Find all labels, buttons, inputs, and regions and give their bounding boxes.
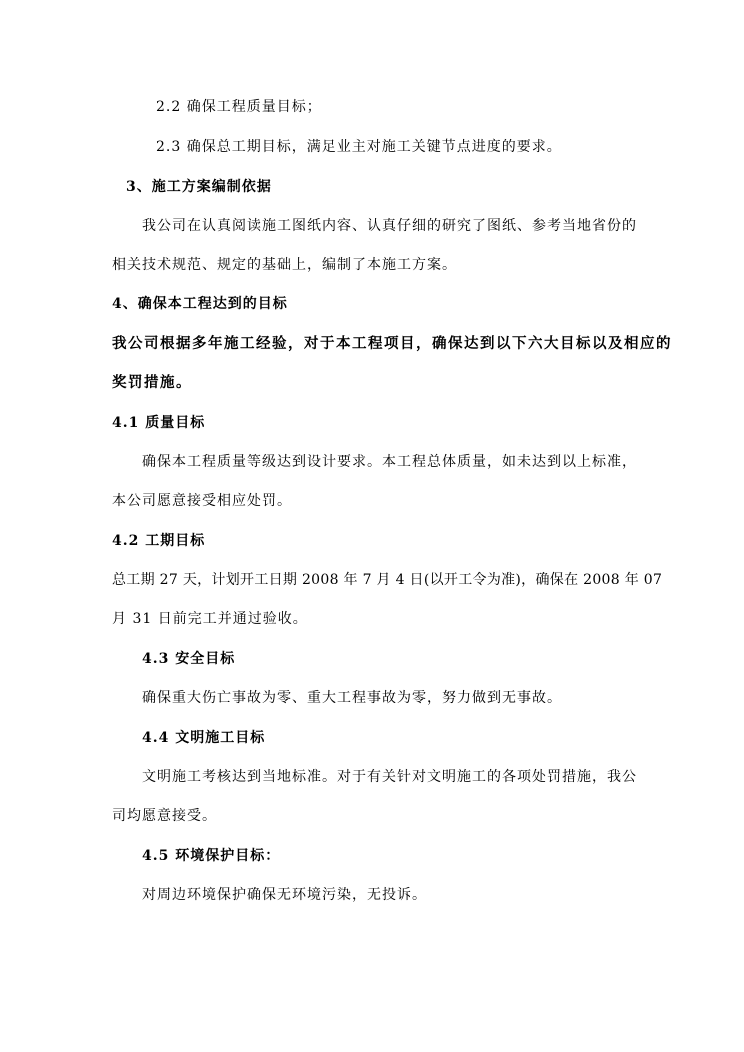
paragraph-4-4-line-1: 文明施工考核达到当地标准。对于有关针对文明施工的各项处罚措施，我公: [142, 769, 637, 785]
paragraph-4-line-1: 我公司根据多年施工经验，对于本工程项目，确保达到以下六大目标以及相应的: [112, 335, 672, 352]
paragraph-3-line-1: 我公司在认真阅读施工图纸内容、认真仔细的研究了图纸、参考当地省份的: [142, 218, 637, 234]
heading-4-2: 4.2 工期目标: [112, 533, 206, 549]
heading-4-4: 4.4 文明施工目标: [142, 730, 266, 746]
paragraph-4-line-2: 奖罚措施。: [112, 374, 192, 391]
paragraph-4-2-line-2: 月 31 日前完工并通过验收。: [112, 611, 308, 627]
item-2-3: 2.3 确保总工期目标，满足业主对施工关键节点进度的要求。: [156, 139, 562, 155]
heading-4-5: 4.5 环境保护目标：: [142, 848, 281, 864]
paragraph-4-1-line-1: 确保本工程质量等级达到设计要求。本工程总体质量，如未达到以上标准，: [142, 454, 637, 470]
paragraph-4-3: 确保重大伤亡事故为零、重大工程事故为零，努力做到无事故。: [142, 690, 562, 706]
heading-4-3: 4.3 安全目标: [142, 651, 236, 667]
paragraph-4-1-line-2: 本公司愿意接受相应处罚。: [112, 493, 292, 509]
item-2-2: 2.2 确保工程质量目标；: [156, 99, 322, 115]
section-3-heading: 3、施工方案编制依据: [126, 179, 272, 195]
section-4-heading: 4、确保本工程达到的目标: [112, 296, 288, 312]
paragraph-3-line-2: 相关技术规范、规定的基础上，编制了本施工方案。: [112, 257, 457, 273]
heading-4-1: 4.1 质量目标: [112, 415, 206, 431]
paragraph-4-4-line-2: 司均愿意接受。: [112, 808, 217, 824]
paragraph-4-2-line-1: 总工期 27 天，计划开工日期 2008 年 7 月 4 日(以开工令为准)，确保在 2008 年 07: [112, 572, 663, 588]
paragraph-4-5: 对周边环境保护确保无环境污染，无投诉。: [142, 887, 427, 903]
